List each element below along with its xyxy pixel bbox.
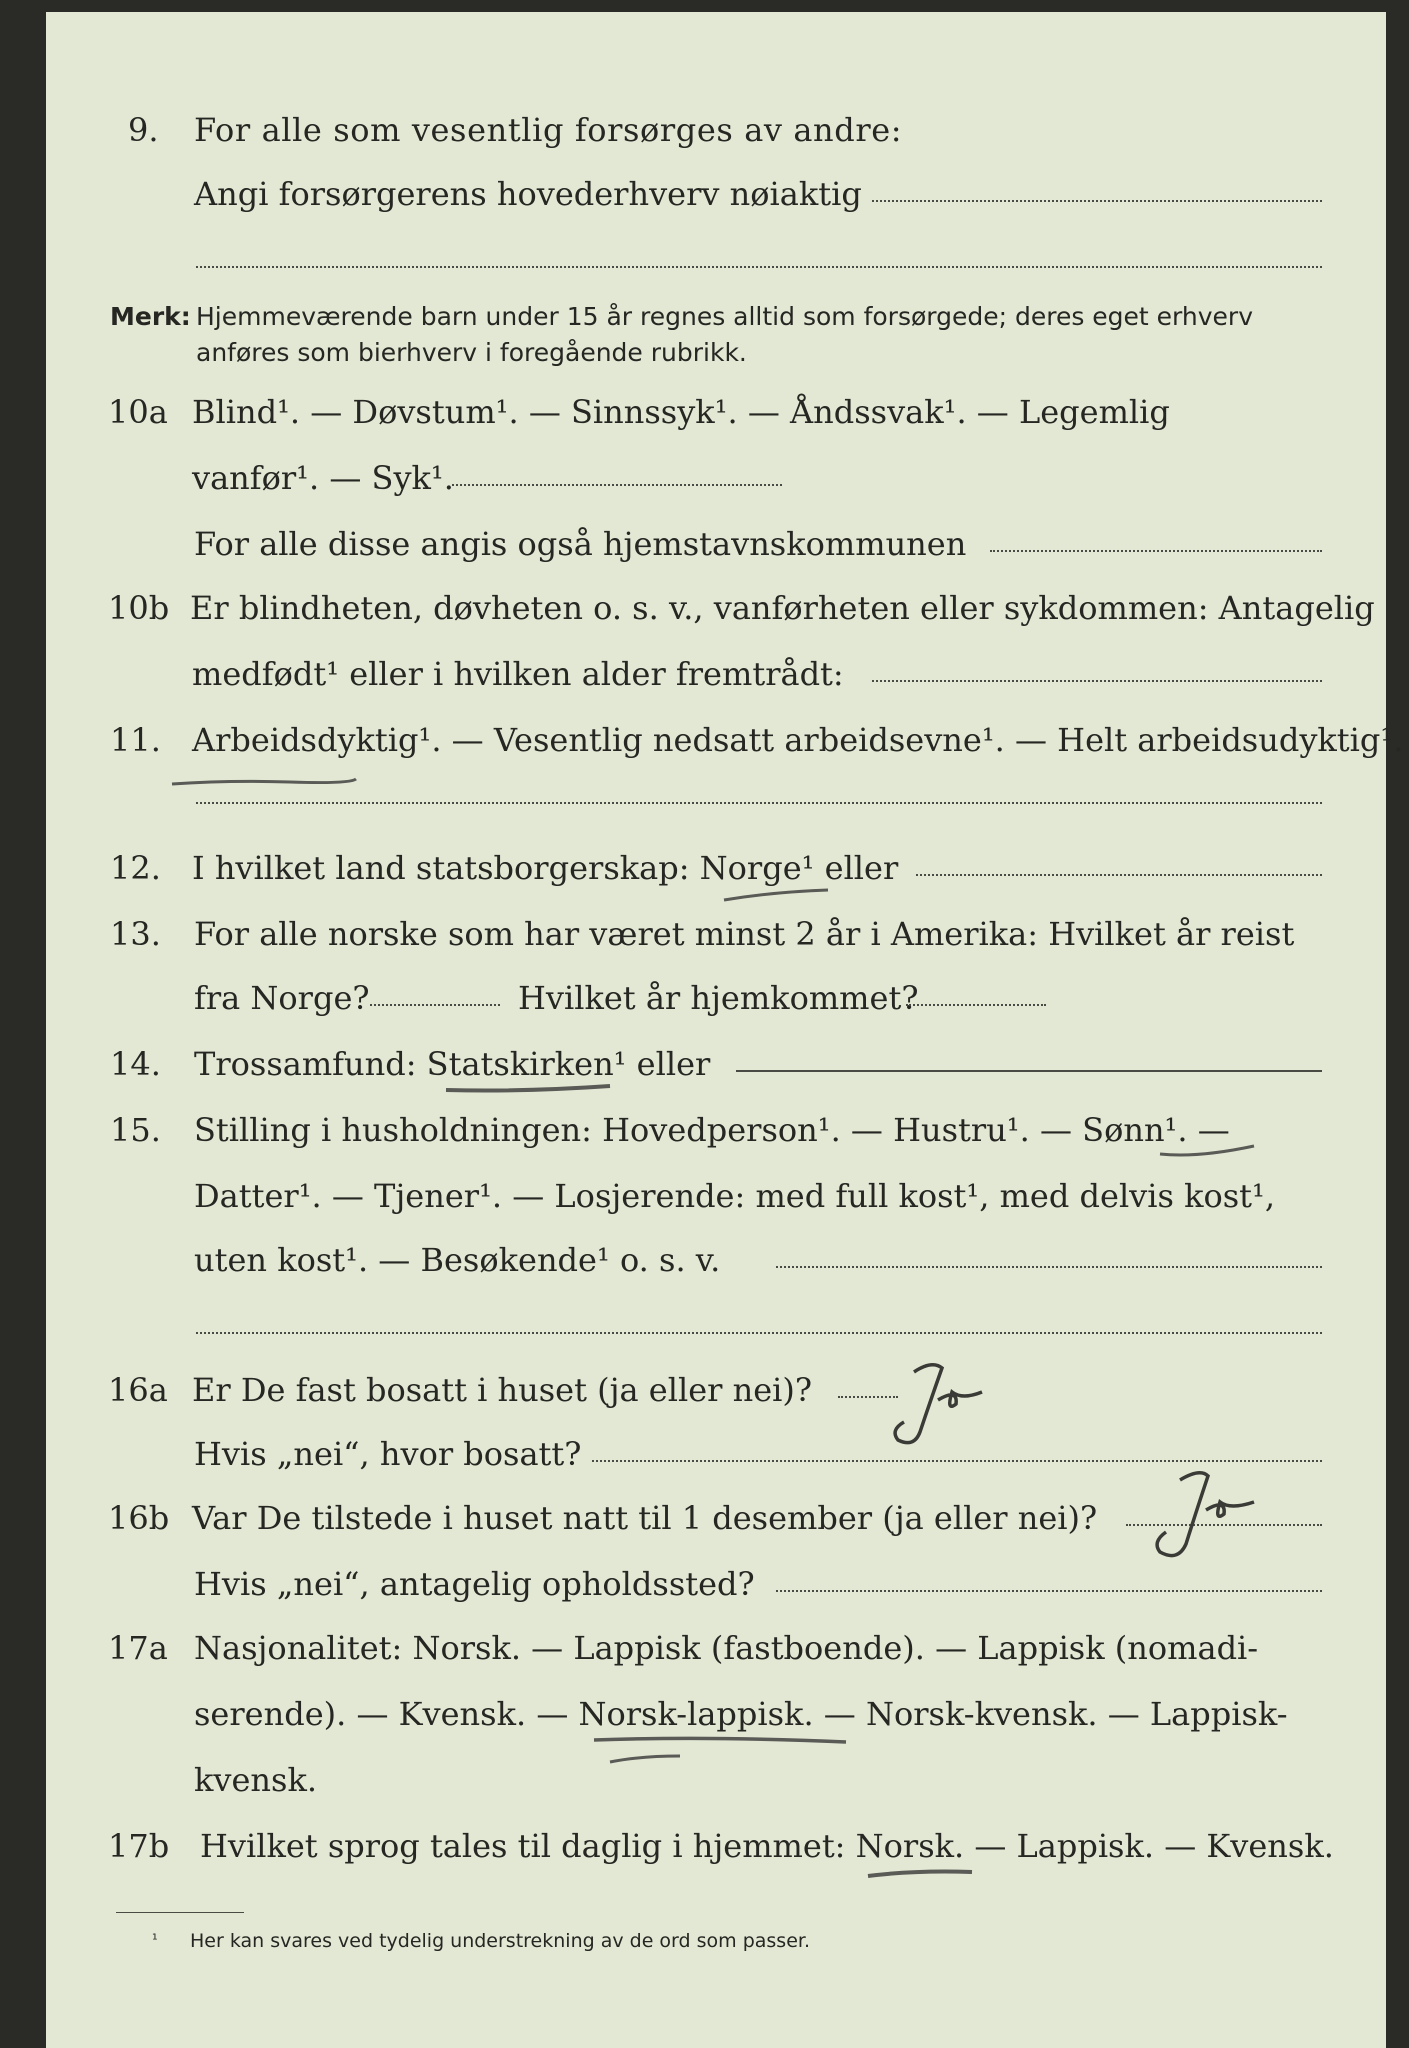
q17b-number: 17b <box>108 1827 170 1865</box>
q13-line2a: fra Norge? <box>194 979 370 1017</box>
q10a-line1: Blind¹. — Døvstum¹. — Sinnssyk¹. — Åndssvak¹. — Legemlig <box>192 393 1170 431</box>
q15-line2: Datter¹. — Tjener¹. — Losjerende: med full kost¹, med delvis kost¹, <box>194 1177 1276 1215</box>
q11-number: 11. <box>110 721 161 759</box>
pen-underline-norge <box>722 888 832 904</box>
pen-underline-norsk-lappisk <box>590 1734 850 1768</box>
q10b-line2: medfødt¹ eller i hvilken alder fremtrådt: <box>192 655 844 693</box>
merk-label: Merk: <box>110 302 191 331</box>
handwritten-answer-16b <box>1142 1460 1292 1570</box>
q15-answer-field-2[interactable] <box>196 1332 1322 1334</box>
pen-underline-sonn <box>1158 1142 1258 1160</box>
q16b-opholdssted-field[interactable] <box>776 1590 1322 1592</box>
q10a-line2: vanfør¹. — Syk¹. <box>192 459 454 497</box>
q13-line2b: Hvilket år hjemkommet? <box>518 979 919 1017</box>
q10a-syk-field[interactable] <box>452 484 782 486</box>
q14-answer-field[interactable] <box>736 1070 1322 1072</box>
footnote-text: Her kan svares ved tydelig understrekning av de ord som passer. <box>190 1930 810 1952</box>
q9-answer-field[interactable] <box>872 200 1322 202</box>
q17a-line3: kvensk. <box>194 1761 317 1799</box>
q16a-number: 16a <box>108 1371 168 1409</box>
q10b-answer-field[interactable] <box>872 680 1322 682</box>
q17b-line1: Hvilket sprog tales til daglig i hjemmet: Norsk. — Lappisk. — Kvensk. <box>200 1827 1334 1865</box>
q15-line3: uten kost¹. — Besøkende¹ o. s. v. <box>194 1241 721 1279</box>
pen-underline-arbeidsdyktig <box>170 776 360 788</box>
q16a-line2: Hvis „nei“, hvor bosatt? <box>194 1435 582 1473</box>
q10b-number: 10b <box>108 589 170 627</box>
q17a-line2: serende). — Kvensk. — Norsk-lappisk. — Norsk-kvensk. — Lappisk- <box>194 1695 1288 1733</box>
handwritten-answer-16a <box>886 1352 1006 1452</box>
q11-answer-field[interactable] <box>196 802 1322 804</box>
q13-reist-field[interactable] <box>370 1004 500 1006</box>
q13-line1: For alle norske som har været minst 2 år i Amerika: Hvilket år reist <box>194 915 1295 953</box>
merk-line1: Hjemmeværende barn under 15 år regnes alltid som forsørgede; deres eget erhverv <box>196 302 1253 331</box>
q10b-line1: Er blindheten, døvheten o. s. v., vanførheten eller sykdommen: Antagelig <box>190 589 1375 627</box>
q13-number: 13. <box>110 915 161 953</box>
q9-answer-field-2[interactable] <box>196 266 1322 268</box>
q16b-line1: Var De tilstede i huset natt til 1 desember (ja eller nei)? <box>192 1499 1098 1537</box>
q9-line2: Angi forsørgerens hovederhverv nøiaktig <box>194 175 862 213</box>
census-form-page <box>46 12 1404 2048</box>
q14-number: 14. <box>110 1045 161 1083</box>
q15-line1: Stilling i husholdningen: Hovedperson¹. — Hustru¹. — Sønn¹. — <box>194 1111 1230 1149</box>
footnote-mark: ¹ <box>152 1932 158 1948</box>
q14-line1: Trossamfund: Statskirken¹ eller <box>194 1045 711 1083</box>
q10a-line3: For alle disse angis også hjemstavnskommunen <box>194 525 967 563</box>
q12-number: 12. <box>110 849 161 887</box>
pen-underline-norsk <box>866 1866 976 1880</box>
q9-number: 9. <box>128 111 159 149</box>
q16b-line2: Hvis „nei“, antagelig opholdssted? <box>194 1565 755 1603</box>
q10a-hjemstavn-field[interactable] <box>990 550 1322 552</box>
footnote-rule <box>116 1912 244 1913</box>
q17a-line1: Nasjonalitet: Norsk. — Lappisk (fastboende). — Lappisk (nomadi- <box>194 1629 1259 1667</box>
q17a-number: 17a <box>108 1629 168 1667</box>
q10a-number: 10a <box>108 393 168 431</box>
q12-answer-field[interactable] <box>916 874 1322 876</box>
q16b-number: 16b <box>108 1499 170 1537</box>
pen-underline-statskirken <box>444 1082 614 1096</box>
q15-number: 15. <box>110 1111 161 1149</box>
q9-line1: For alle som vesentlig forsørges av andre: <box>194 111 903 149</box>
q12-line1: I hvilket land statsborgerskap: Norge¹ eller <box>192 849 899 887</box>
q16a-line1: Er De fast bosatt i huset (ja eller nei)? <box>192 1371 813 1409</box>
q13-hjemkommet-field[interactable] <box>906 1004 1046 1006</box>
q11-line1: Arbeidsdyktig¹. — Vesentlig nedsatt arbeidsevne¹. — Helt arbeidsudyktig¹. <box>192 721 1404 759</box>
q15-answer-field[interactable] <box>776 1266 1322 1268</box>
merk-line2: anføres som bierhverv i foregående rubrikk. <box>196 338 747 367</box>
